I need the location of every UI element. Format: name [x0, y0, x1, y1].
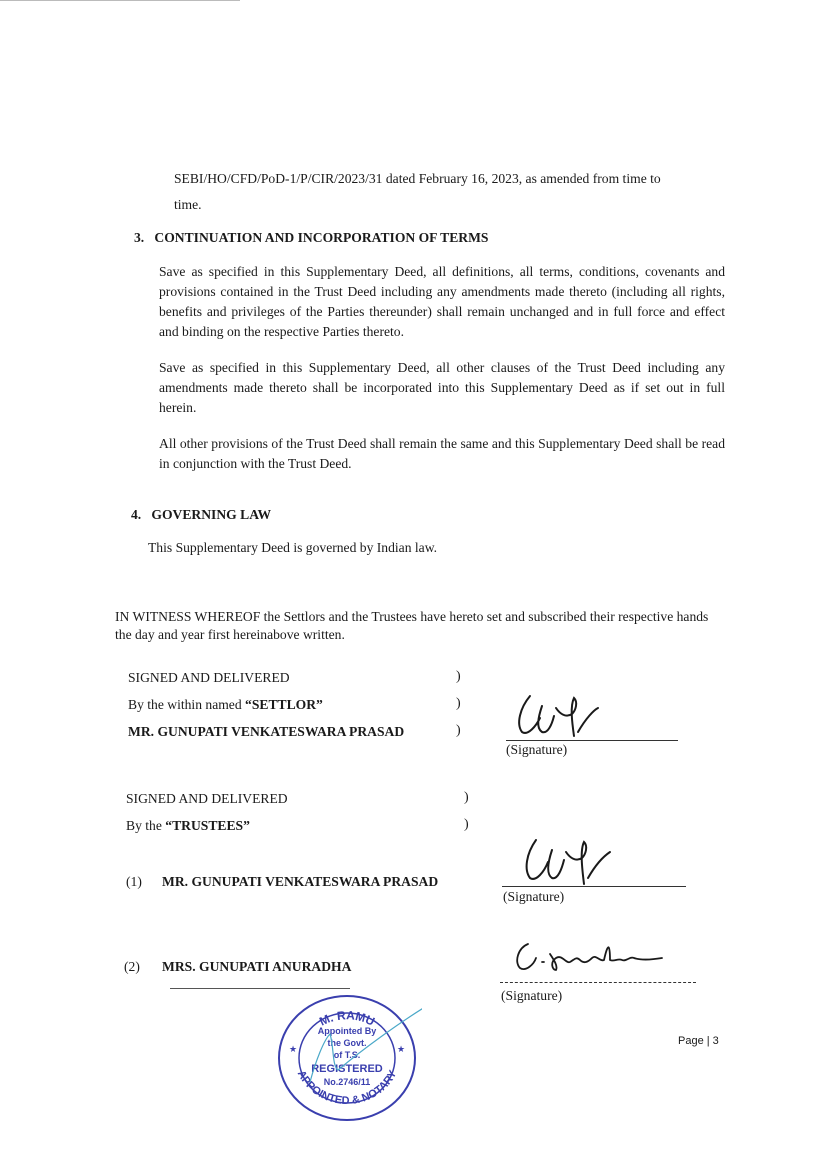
settlor-signed-delivered: SIGNED AND DELIVERED	[128, 670, 290, 685]
trustees-label: “TRUSTEES”	[165, 818, 250, 833]
section-3-para-2: Save as specified in this Supplementary Deed, all other clauses of the Trust Deed including any amendments made thereto shall be incorporated into this Supplementary Deed as if set out in full herein.	[159, 360, 725, 415]
trustee-2-name: MRS. GUNUPATI ANURADHA	[162, 959, 352, 974]
settlor-label: “SETTLOR”	[245, 697, 323, 712]
stamp-top-text: M. RAMU	[317, 1008, 377, 1029]
section-4-para-1: This Supplementary Deed is governed by Indian law.	[148, 540, 438, 555]
trustee-2-signature-line	[500, 982, 696, 983]
section-3-para-3: All other provisions of the Trust Deed shall remain the same and this Supplementary Deed shall be read in conjunction with the Trust Deed.	[159, 436, 725, 471]
stamp-line-4: REGISTERED	[311, 1063, 383, 1075]
trustee-1-number: (1)	[126, 874, 142, 889]
section-3-para-1: Save as specified in this Supplementary Deed, all definitions, all terms, conditions, covenants and provisions contained in the Trust Deed including any amendments made thereto (including all rights, benefits and privileges of the Parties thereunder) shall remain unchanged and in full force and effect and binding on the respective Parties thereto.	[159, 264, 725, 339]
trustee-2-underline	[170, 988, 350, 989]
trustees-by	[126, 816, 250, 836]
stamp-line-3: of T.S.	[333, 1050, 361, 1060]
paren: )	[464, 817, 469, 832]
intro-line-1: SEBI/HO/CFD/PoD-1/P/CIR/2023/31 dated February 16, 2023, as amended from time to	[174, 171, 661, 186]
trustee-2-signature-label: (Signature)	[501, 988, 563, 1003]
paren: )	[456, 669, 461, 684]
stamp-star-icon: ★	[289, 1044, 298, 1054]
trustee-2-number: (2)	[124, 959, 140, 974]
trustee-2-signature	[506, 934, 666, 978]
settlor-name: MR. GUNUPATI VENKATESWARA PRASAD	[128, 724, 405, 739]
stamp-bottom-text: APPOINTED & NOTARY	[294, 1068, 400, 1108]
trustee-1-signature-label: (Signature)	[503, 889, 565, 904]
stamp-line-1: Appointed By	[317, 1026, 377, 1036]
stamp-line-2: the Govt.	[327, 1038, 367, 1048]
notary-stamp	[272, 990, 422, 1126]
trustee-1-name: MR. GUNUPATI VENKATESWARA PRASAD	[162, 874, 439, 889]
settlor-signature	[508, 688, 618, 743]
paren: )	[456, 696, 461, 711]
stamp-star-icon: ★	[397, 1044, 406, 1054]
settlor-prefix: By the within named	[128, 697, 246, 712]
section-3-heading: 3. CONTINUATION AND INCORPORATION OF TERMS	[134, 230, 489, 245]
trustees-signed-delivered: SIGNED AND DELIVERED	[126, 791, 288, 806]
section-4-heading: 4. GOVERNING LAW	[131, 507, 272, 522]
page-number: Page | 3	[678, 1035, 719, 1047]
settlor-signature-label: (Signature)	[506, 742, 568, 757]
intro-line-2: time.	[174, 197, 202, 212]
witness-clause: IN WITNESS WHEREOF the Settlors and the Trustees have hereto set and subscribed their respective hands the day and year first hereinabove written.	[115, 609, 709, 642]
trustee-1-signature-line	[502, 886, 686, 887]
stamp-line-5: No.2746/11	[323, 1077, 371, 1087]
top-edge-line	[0, 0, 240, 1]
paren: )	[456, 723, 461, 738]
settlor-within-named	[128, 695, 323, 715]
trustee-1-signature	[516, 830, 626, 888]
settlor-signature-line	[506, 740, 678, 741]
paren: )	[464, 790, 469, 805]
trustees-prefix: By the	[126, 818, 166, 833]
